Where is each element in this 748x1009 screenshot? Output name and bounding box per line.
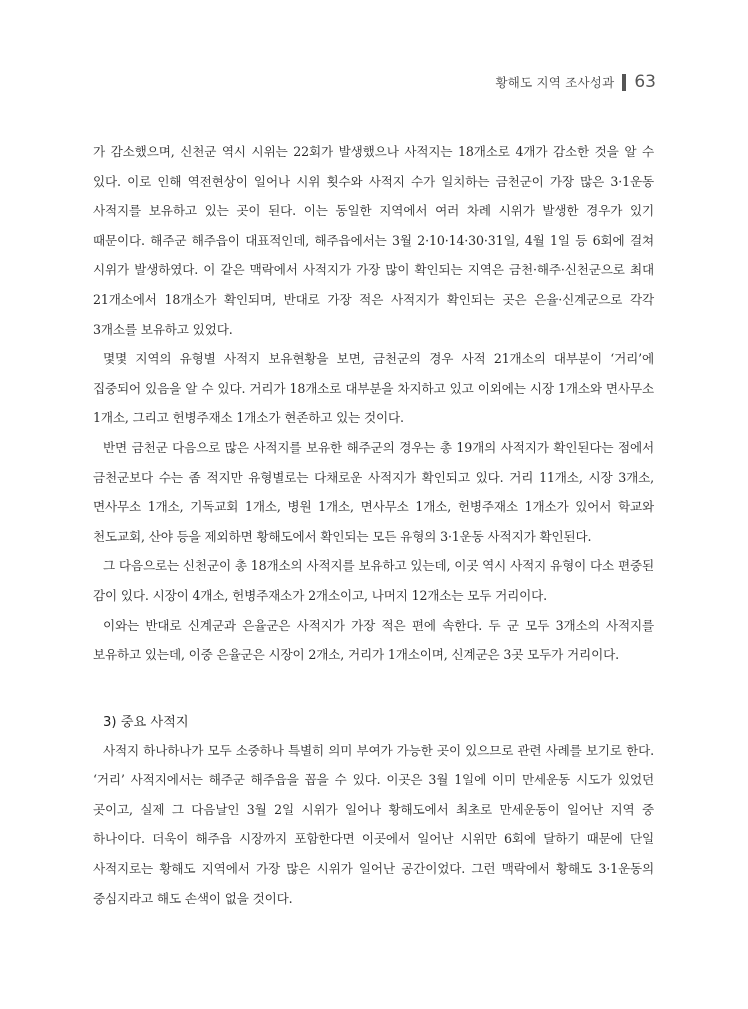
section-paragraph: 사적지 하나하나가 모두 소중하나 특별히 의미 부여가 가능한 곳이 있으므로 관련 사례를 보기로 한다. ‘거리’ 사적지에서는 해주군 해주읍을 꼽을 수 있다. 이곳은 3월 1일에 이미 만세운동 시도가 있었던 곳이고, 실제 그 다음날인 3월 2일 시위가 일어나 황해도에서 최초로 만세운동이 일어난 지역 중 하나이다. 더욱이 해주읍 시장까지 포함한다면 이곳에서 일어난 시위만 6회에 달하기 때문에 단일 사적지로는 황해도 지역에서 가장 많은 시위가 일어난 공간이었다. 그런 맥락에서 황해도 3·1운동의 중심지라고 해도 손색이 없을 것이다. — [93, 742, 654, 906]
page-number: 63 — [634, 72, 656, 92]
paragraph-3: 반면 금천군 다음으로 많은 사적지를 보유한 해주군의 경우는 총 19개의 사적지가 확인된다는 점에서 금천군보다 수는 좀 적지만 유형별로는 다채로운 사적지가 확인되고 있다. 거리 11개소, 시장 3개소, 면사무소 1개소, 기독교회 1개소, 병원 1개소, 면사무소 1개소, 헌병주재소 1개소가 있어서 학교와 천도교회, 산야 등을 제외하면 황해도에서 확인되는 모든 유형의 3·1운동 사적지가 확인된다. — [93, 439, 654, 544]
paragraph-5: 이와는 반대로 신계군과 은율군은 사적지가 가장 적은 편에 속한다. 두 군 모두 3개소의 사적지를 보유하고 있는데, 이중 은율군은 시장이 2개소, 거리가 1개소이며, 신계군은 3곳 모두가 거리이다. — [93, 617, 654, 663]
body-text — [93, 137, 654, 913]
header-divider-bar — [622, 74, 626, 91]
paragraph-4: 그 다음으로는 신천군이 총 18개소의 사적지를 보유하고 있는데, 이곳 역시 사적지 유형이 다소 편중된 감이 있다. 시장이 4개소, 헌병주재소가 2개소이고, 나머지 12개소는 모두 거리이다. — [93, 558, 654, 603]
section-heading: 3) 중요 사적지 — [103, 714, 189, 730]
running-header-title: 황해도 지역 조사성과 — [495, 75, 615, 90]
paragraph-2: 몇몇 지역의 유형별 사적지 보유현황을 보면, 금천군의 경우 사적 21개소의 대부분이 ‘거리’에 집중되어 있음을 알 수 있다. 거리가 18개소로 대부분을 차지하고 있고 이외에는 시장 1개소와 면사무소 1개소, 그리고 헌병주재소 1개소가 현존하고 있는 것이다. — [93, 351, 654, 426]
paragraph-1: 가 감소했으며, 신천군 역시 시위는 22회가 발생했으나 사적지는 18개소로 4개가 감소한 것을 알 수 있다. 이로 인해 역전현상이 일어나 시위 횟수와 사적지 수가 일치하는 금천군이 가장 많은 3·1운동 사적지를 보유하고 있는 곳이 된다. 이는 동일한 지역에서 여러 차례 시위가 발생한 경우가 있기 때문이다. 해주군 해주읍이 대표적인데, 해주읍에서는 3월 2·10·14·30·31일, 4월 1일 등 6회에 걸쳐 시위가 발생하였다. 이 같은 맥락에서 사적지가 가장 많이 확인되는 지역은 금천·해주·신천군으로 최대 21개소에서 18개소가 확인되며, 반대로 가장 적은 사적지가 확인되는 곳은 은율·신계군으로 각각 3개소를 보유하고 있었다. — [93, 144, 654, 337]
running-header — [496, 72, 656, 92]
section-body — [93, 736, 654, 914]
